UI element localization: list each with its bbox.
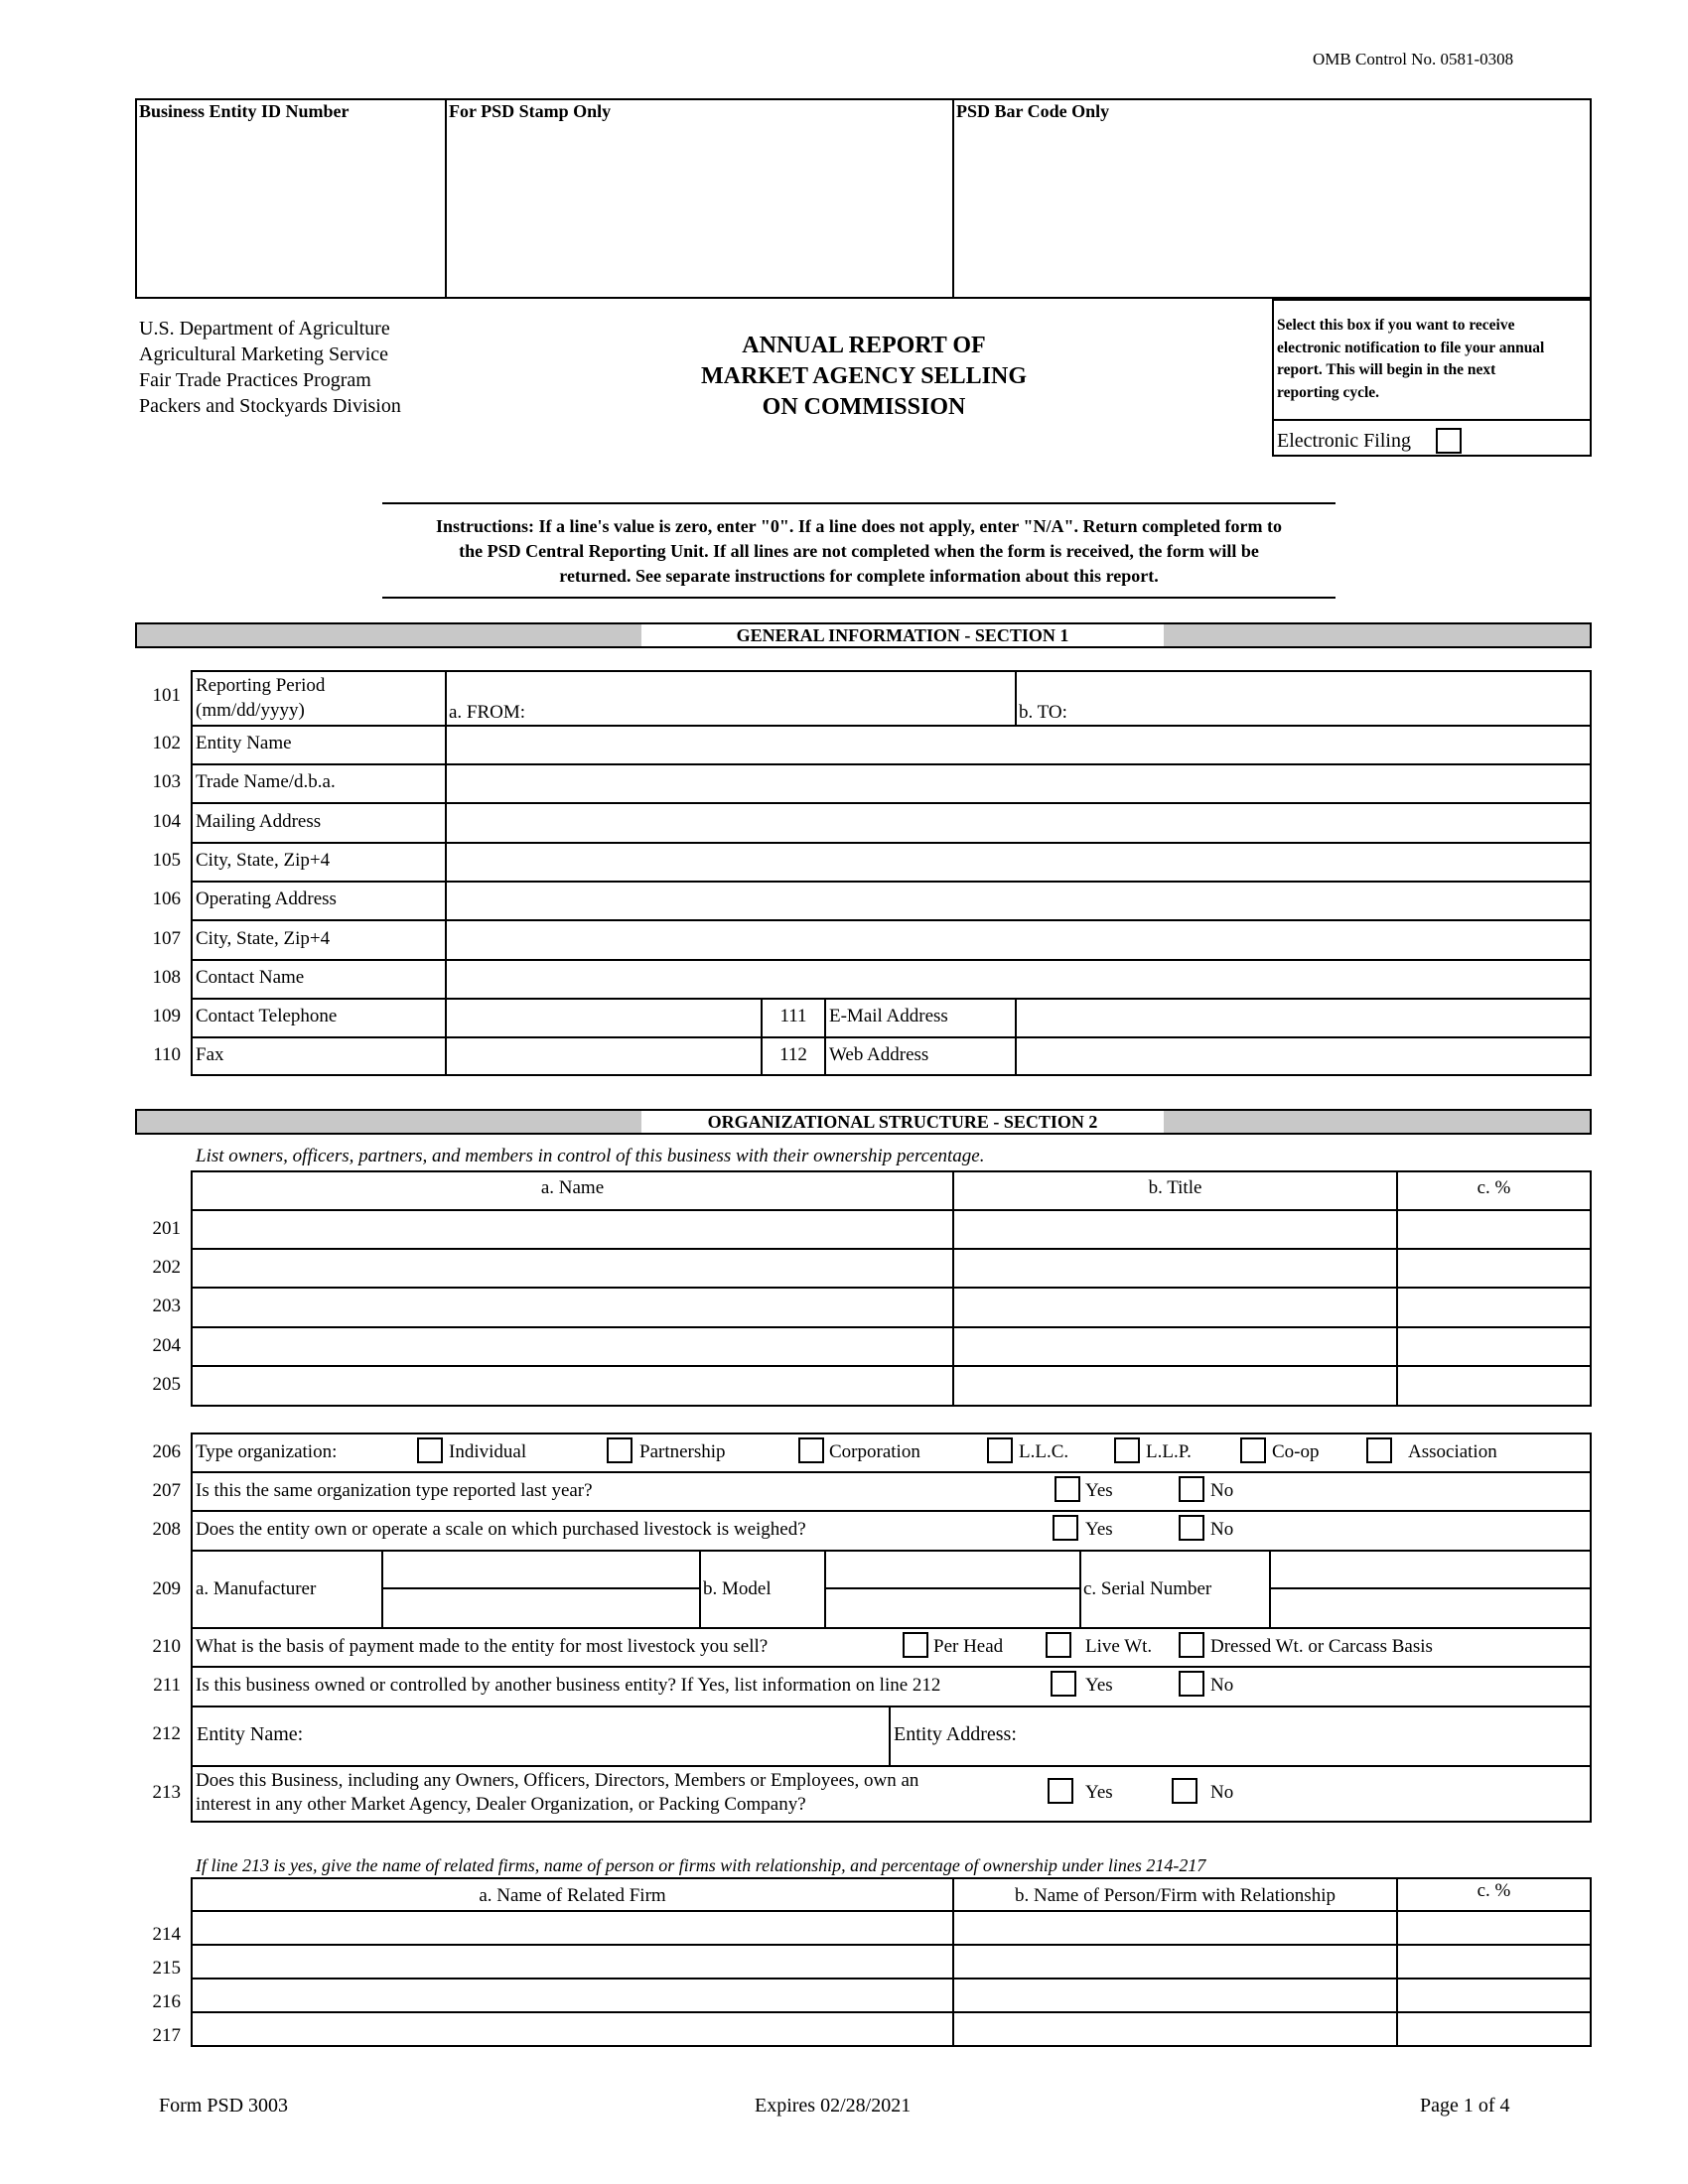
electronic-filing-note: Select this box if you want to receive electronic notification to file your annual report. This will begin in the next reporting cycle. [1277,317,1545,401]
related-firm-input[interactable] [195,2014,949,2043]
model-input[interactable] [828,1590,1077,1625]
yes-label: Yes [1085,1675,1113,1696]
line-number: 216 [152,1991,181,2012]
owner-title-input[interactable] [956,1290,1393,1324]
line-number: 202 [152,1257,181,1278]
form-title-line: ANNUAL REPORT OF [742,333,986,358]
yes-label: Yes [1085,1519,1113,1540]
line-number: 107 [152,928,181,949]
coop-checkbox[interactable] [1240,1437,1266,1463]
related-firm-input[interactable] [195,1980,949,2009]
entity-id-box-label: Business Entity ID Number [139,101,350,121]
from-date-input[interactable] [536,673,1011,723]
line-number: 212 [152,1723,181,1744]
line-number: 105 [152,850,181,871]
email-address-input[interactable] [1019,1001,1588,1034]
related-firms-note: If line 213 is yes, give the name of related firms, name of person or firms with relationship, and percentage of ownership under lines 214-217 [196,1855,1206,1875]
col-header-relationship: b. Name of Person/Firm with Relationship [1015,1885,1336,1906]
field-label: Web Address [829,1044,929,1065]
section2-header [135,1109,1592,1135]
owner-title-input[interactable] [956,1329,1393,1363]
instructions: Instructions: If a line's value is zero, enter "0". If a line does not apply, enter "N/A". Return completed form to the PSD Central Reporting Unit. If all lines are not completed when the form is received, the form will be returned. See separate instructions for complete information about this report. [436,516,1282,586]
field-label: City, State, Zip+4 [196,850,331,871]
line-number: 206 [152,1441,181,1462]
expiration-date: Expires 02/28/2021 [755,2095,912,2116]
same-org-type-no-checkbox[interactable] [1179,1476,1204,1502]
partnership-checkbox[interactable] [607,1437,633,1463]
agency-block [139,316,401,419]
owner-name-input[interactable] [195,1368,949,1403]
field-label: Entity Name [196,733,292,753]
question-text: What is the basis of payment made to the entity for most livestock you sell? [196,1636,769,1657]
org-option-label: Partnership [639,1441,726,1462]
field-label: Contact Name [196,967,305,988]
owners-note: List owners, officers, partners, and members in control of this business with their ownership percentage. [196,1146,985,1166]
agency-line: Agricultural Marketing Service [139,343,389,365]
line-number: 109 [152,1006,181,1026]
line-number: 211 [153,1675,181,1696]
model-input[interactable] [828,1553,1077,1585]
entity-name-input[interactable] [449,727,1588,761]
org-option-label: Corporation [829,1441,920,1462]
col-header-title: b. Title [1148,1177,1202,1198]
related-entity-name-input[interactable] [318,1709,884,1761]
question-text: Is this the same organization type reported last year? [196,1480,593,1501]
form-title [616,331,1112,423]
org-option-label: L.L.P. [1146,1441,1192,1462]
field-label: City, State, Zip+4 [196,928,331,949]
line-number: 102 [152,733,181,753]
association-checkbox[interactable] [1366,1437,1392,1463]
line-number: 208 [152,1519,181,1540]
electronic-filing-label: Electronic Filing [1277,430,1411,452]
manufacturer-label: a. Manufacturer [196,1578,317,1599]
entity-address-label: Entity Address: [894,1723,1017,1745]
type-organization-label: Type organization: [196,1441,338,1462]
field-label: Mailing Address [196,811,322,832]
line-number: 204 [152,1335,181,1356]
col-header-name: a. Name [540,1177,605,1198]
line-number: 103 [152,771,181,792]
no-label: No [1210,1782,1234,1803]
line-number: 217 [152,2025,181,2046]
agency-line: Packers and Stockyards Division [139,395,401,417]
line-number: 205 [152,1374,181,1395]
yes-label: Yes [1085,1782,1113,1803]
line-number: 209 [152,1578,181,1599]
owner-title-input[interactable] [956,1251,1393,1285]
owns-scale-no-checkbox[interactable] [1179,1515,1204,1541]
section2-title: ORGANIZATIONAL STRUCTURE - SECTION 2 [641,1111,1164,1133]
to-date-input[interactable] [1082,673,1587,723]
electronic-filing-checkbox[interactable] [1436,428,1462,454]
owner-name-input[interactable] [195,1329,949,1363]
owner-percent-input[interactable] [1400,1329,1587,1363]
owner-percent-input[interactable] [1400,1251,1587,1285]
serial-number-input[interactable] [1273,1553,1588,1585]
org-option-label: Association [1408,1441,1497,1462]
psd-barcode-box-label: PSD Bar Code Only [956,101,1110,121]
related-percent-input[interactable] [1400,2014,1587,2043]
agency-line: U.S. Department of Agriculture [139,318,390,340]
corporation-checkbox[interactable] [798,1437,824,1463]
web-address-input[interactable] [1019,1039,1588,1072]
relationship-input[interactable] [956,1947,1393,1976]
interest-other-no-checkbox[interactable] [1172,1778,1197,1804]
relationship-input[interactable] [956,2014,1393,2043]
section1-title: GENERAL INFORMATION - SECTION 1 [641,624,1164,646]
individual-checkbox[interactable] [417,1437,443,1463]
related-firm-input[interactable] [195,1913,949,1942]
llc-checkbox[interactable] [987,1437,1013,1463]
org-option-label: L.L.C. [1019,1441,1069,1462]
field-label: Trade Name/d.b.a. [196,771,336,792]
owner-name-input[interactable] [195,1251,949,1285]
serial-number-input[interactable] [1273,1590,1588,1625]
form-title-line: MARKET AGENCY SELLING [700,363,1028,389]
field-label: Operating Address [196,888,337,909]
line-number: 207 [152,1480,181,1501]
related-entity-address-input[interactable] [1033,1709,1587,1761]
field-label: Contact Telephone [196,1006,338,1026]
operating-address-input[interactable] [449,883,1588,917]
manufacturer-input[interactable] [385,1590,697,1625]
per-head-checkbox[interactable] [903,1632,928,1658]
reporting-period-label: Reporting Period (mm/dd/yyyy) [196,675,326,721]
line-number: 104 [152,811,181,832]
psd-stamp-box-label: For PSD Stamp Only [449,101,612,121]
line-number: 106 [152,888,181,909]
owner-percent-input[interactable] [1400,1212,1587,1246]
form-title-line: ON COMMISSION [762,394,966,420]
owner-percent-input[interactable] [1400,1368,1587,1403]
entity-id-field[interactable] [139,125,441,294]
org-option-label: Co-op [1272,1441,1320,1462]
trade-name-input[interactable] [449,765,1588,800]
page-number: Page 1 of 4 [1420,2095,1510,2116]
related-percent-input[interactable] [1400,1913,1587,1942]
no-label: No [1210,1480,1234,1501]
related-percent-input[interactable] [1400,1947,1587,1976]
interest-other-yes-checkbox[interactable] [1048,1778,1073,1804]
relationship-input[interactable] [956,1913,1393,1942]
payment-option-label: Dressed Wt. or Carcass Basis [1210,1636,1433,1657]
agency-line: Fair Trade Practices Program [139,369,371,391]
manufacturer-input[interactable] [385,1553,697,1585]
col-header-related-firm: a. Name of Related Firm [479,1885,666,1906]
serial-number-label: c. Serial Number [1083,1578,1212,1599]
llp-checkbox[interactable] [1114,1437,1140,1463]
related-percent-input[interactable] [1400,1980,1587,2009]
same-org-type-yes-checkbox[interactable] [1055,1476,1080,1502]
owner-percent-input[interactable] [1400,1290,1587,1324]
line-number: 214 [152,1924,181,1945]
to-label: b. TO: [1019,702,1067,723]
form-number: Form PSD 3003 [159,2095,289,2116]
line-number: 112 [779,1044,807,1065]
field-label: Fax [196,1044,224,1065]
payment-option-label: Live Wt. [1085,1636,1153,1657]
yes-label: Yes [1085,1480,1113,1501]
line-number: 108 [152,967,181,988]
contact-telephone-input[interactable] [449,1001,759,1034]
entity-name-label: Entity Name: [197,1723,304,1745]
section1-header [135,622,1592,648]
line-number: 101 [152,685,181,706]
org-option-label: Individual [449,1441,527,1462]
owner-title-input[interactable] [956,1368,1393,1403]
question-text: Does the entity own or operate a scale on which purchased livestock is weighed? [196,1519,806,1540]
relationship-input[interactable] [956,1980,1393,2009]
owner-name-input[interactable] [195,1290,949,1324]
fax-input[interactable] [449,1039,759,1072]
col-header-percent: c. % [1477,1177,1511,1198]
owned-by-other-no-checkbox[interactable] [1179,1671,1204,1697]
no-label: No [1210,1519,1234,1540]
question-text: Does this Business, including any Owners, Officers, Directors, Members or Employees, own an interest in any other Market Agency, Dealer Organization, or Packing Company? [196,1770,919,1815]
from-label: a. FROM: [449,702,526,723]
line-number: 111 [779,1006,807,1026]
line-number: 203 [152,1296,181,1316]
line-number: 213 [152,1782,181,1803]
mailing-address-input[interactable] [449,804,1588,840]
related-firm-input[interactable] [195,1947,949,1976]
owned-by-other-yes-checkbox[interactable] [1051,1671,1076,1697]
model-label: b. Model [703,1578,772,1599]
omb-control-number: OMB Control No. 0581-0308 [1313,50,1514,68]
owner-name-input[interactable] [195,1212,949,1246]
line-number: 110 [153,1044,181,1065]
live-weight-checkbox[interactable] [1046,1632,1071,1658]
field-label: E-Mail Address [829,1006,948,1026]
owns-scale-yes-checkbox[interactable] [1053,1515,1078,1541]
contact-name-input[interactable] [449,961,1588,996]
operating-city-state-zip-input[interactable] [449,921,1588,957]
question-text: Is this business owned or controlled by another business entity? If Yes, list information on line 212 [196,1675,941,1696]
payment-option-label: Per Head [933,1636,1004,1657]
col-header-percent: c. % [1477,1880,1511,1901]
mailing-city-state-zip-input[interactable] [449,844,1588,879]
line-number: 210 [152,1636,181,1657]
line-number: 215 [152,1958,181,1979]
owner-title-input[interactable] [956,1212,1393,1246]
dressed-weight-checkbox[interactable] [1179,1632,1204,1658]
line-number: 201 [152,1218,181,1239]
no-label: No [1210,1675,1234,1696]
